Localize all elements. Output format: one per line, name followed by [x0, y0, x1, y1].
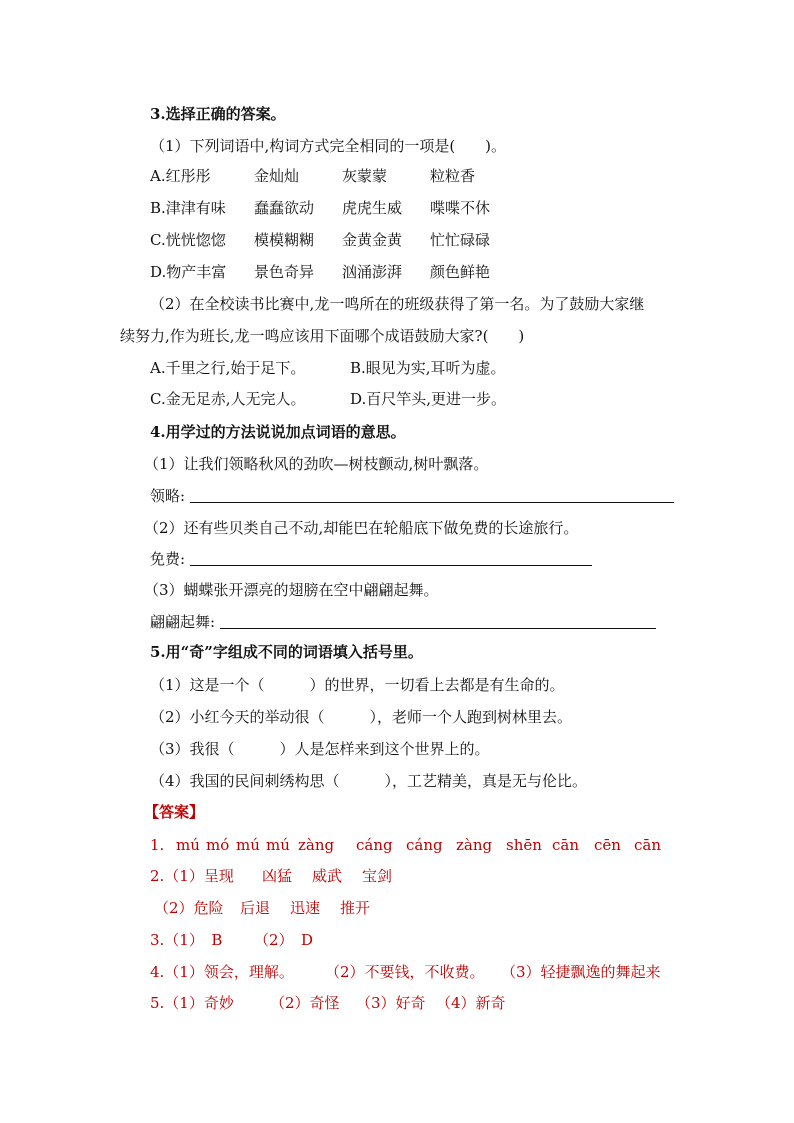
option-a: A.千里之行,始于足下。	[150, 359, 306, 377]
answer-word: 凶猛	[262, 867, 293, 885]
q4-label-3: 翩翩起舞:	[150, 613, 216, 631]
q4-sentence-1: （1）让我们领略秋风的劲吹—树枝颤动,树叶飘落。	[144, 455, 489, 473]
answer-number: 1.	[150, 836, 165, 854]
answer-word: 后退	[240, 899, 271, 917]
answer-part: （3）好奇	[356, 994, 426, 1012]
q4-label-1: 领略:	[150, 487, 186, 505]
answer-word: 宝剑	[362, 867, 393, 885]
q3-title: 3.选择正确的答案。	[150, 105, 286, 123]
answer-part: （3）轻捷飘逸的舞起来	[501, 963, 661, 981]
option-word: 喋喋不休	[430, 199, 491, 217]
option-word: A.红彤彤	[150, 167, 211, 185]
answer-word: （2）危险	[154, 899, 224, 917]
pinyin: cān	[552, 836, 580, 854]
q3-option-c	[150, 230, 490, 250]
option-word: C.恍恍惚惚	[150, 231, 226, 249]
answer-line-2[interactable]	[190, 565, 592, 566]
q3-sub2-line2: 续努力,作为班长,龙一鸣应该用下面哪个成语鼓励大家?( )	[120, 327, 525, 345]
q5-sentence-3: （3）我很（ ）人是怎样来到这个世界上的。	[150, 740, 490, 758]
option-word: 灰蒙蒙	[342, 167, 388, 185]
option-word: B.津津有味	[150, 199, 226, 217]
answer-word: 推开	[340, 899, 371, 917]
option-c: C.金无足赤,人无完人。	[150, 390, 306, 408]
q4-sentence-3: （3）蝴蝶张开漂亮的翅膀在空中翩翩起舞。	[144, 581, 439, 599]
answer-2-2	[154, 898, 370, 918]
answer-part: （2）不要钱，不收费。	[325, 963, 485, 981]
answer-word: 迅速	[290, 899, 321, 917]
option-b: B.眼见为实,耳听为虚。	[350, 359, 506, 377]
option-d: D.百尺竿头,更进一步。	[350, 390, 507, 408]
q3-sub1: （1）下列词语中,构词方式完全相同的一项是( )。	[150, 137, 507, 155]
option-word: 模模糊糊	[254, 231, 315, 249]
pinyin: cáng	[406, 836, 443, 854]
answer-part: 4.（1）领会，理解。	[150, 963, 294, 981]
q5-sentence-4: （4）我国的民间刺绣构思（ ），工艺精美，真是无与伦比。	[150, 772, 588, 790]
answer-part: 3.（1） B	[150, 931, 223, 949]
q5-title: 5.用“奇”字组成不同的词语填入括号里。	[150, 643, 423, 661]
answer-part: （2） D	[254, 931, 314, 949]
answer-word: 2.（1）呈现	[150, 867, 234, 885]
q3-option-b	[150, 198, 490, 218]
pinyin: cēn	[594, 836, 621, 854]
answer-part: 5.（1）奇妙	[150, 994, 234, 1012]
answer-line-3[interactable]	[220, 628, 656, 629]
answer-part: （2）奇怪	[270, 994, 340, 1012]
pinyin: mú	[236, 836, 260, 854]
pinyin: mú	[176, 836, 200, 854]
answer-4	[150, 962, 661, 982]
q5-sentence-1: （1）这是一个（ ）的世界，一切看上去都是有生命的。	[150, 676, 565, 694]
q3-sub2-options-ab	[150, 358, 506, 378]
answers-header: 【答案】	[144, 803, 205, 821]
q3-sub2-options-cd	[150, 389, 506, 409]
option-word: 忙忙碌碌	[430, 231, 491, 249]
pinyin: mó	[206, 836, 230, 854]
pinyin: shēn	[506, 836, 542, 854]
q3-option-a	[150, 166, 475, 186]
q4-sentence-2: （2）还有些贝类自己不动,却能巴在轮船底下做免费的长途旅行。	[144, 519, 579, 537]
option-word: 蠢蠢欲动	[254, 199, 315, 217]
option-word: 景色奇异	[254, 263, 315, 281]
answer-5	[150, 993, 506, 1013]
option-word: 颜色鲜艳	[430, 263, 491, 281]
q4-title: 4.用学过的方法说说加点词语的意思。	[150, 423, 406, 441]
q5-sentence-2: （2）小红今天的举动很（ ），老师一个人跑到树林里去。	[150, 708, 573, 726]
option-word: D.物产丰富	[150, 263, 227, 281]
answer-line-1[interactable]	[190, 502, 674, 503]
answer-word: 威武	[312, 867, 343, 885]
pinyin: mú	[266, 836, 290, 854]
option-word: 金黄金黄	[342, 231, 403, 249]
answer-1-pinyin	[150, 835, 661, 855]
pinyin: zàng	[298, 836, 335, 854]
pinyin: cáng	[356, 836, 393, 854]
q4-label-2: 免费:	[150, 550, 186, 568]
q3-option-d	[150, 262, 490, 282]
answer-2-1	[150, 866, 392, 886]
option-word: 金灿灿	[254, 167, 300, 185]
answer-part: （4）新奇	[436, 994, 506, 1012]
pinyin: zàng	[456, 836, 493, 854]
q3-sub2-line1: （2）在全校读书比赛中,龙一鸣所在的班级获得了第一名。为了鼓励大家继	[150, 295, 645, 313]
answer-3	[150, 930, 313, 950]
pinyin: cān	[634, 836, 662, 854]
option-word: 虎虎生威	[342, 199, 403, 217]
option-word: 粒粒香	[430, 167, 476, 185]
option-word: 汹涌澎湃	[342, 263, 403, 281]
